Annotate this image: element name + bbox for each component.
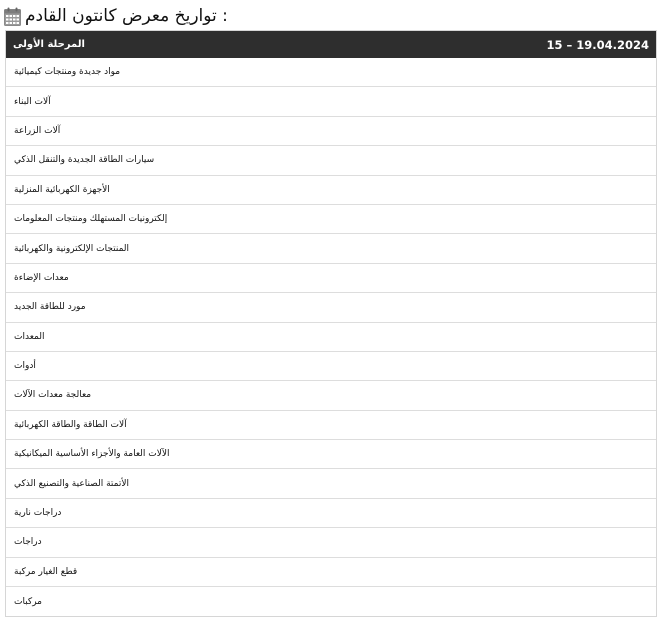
category-label: آلات البناء <box>14 96 51 107</box>
category-label: آلات الزراعة <box>14 125 61 136</box>
list-item <box>6 293 656 322</box>
category-label: معالجة معدات الآلات <box>14 390 92 401</box>
category-label: المعدات <box>14 331 45 342</box>
list-item <box>6 176 656 205</box>
category-label: إلكترونيات المستهلك ومنتجات المعلومات <box>14 214 168 225</box>
list-item <box>6 87 656 116</box>
category-label: الأتمتة الصناعية والتصنيع الذكي <box>14 478 129 489</box>
list-item <box>6 352 656 381</box>
category-label: الأجهزة الكهربائية المنزلية <box>14 184 110 195</box>
list-item <box>6 58 656 87</box>
phase-label: المرحلة الأولى <box>13 39 85 50</box>
schedule-table <box>5 30 657 617</box>
category-label: معدات الإضاءة <box>14 272 69 283</box>
category-label: آلات الطاقة والطاقة الكهربائية <box>14 419 127 430</box>
category-label: الآلات العامة والأجزاء الأساسية الميكانيكية <box>14 449 170 460</box>
category-label: دراجات نارية <box>14 508 62 519</box>
list-item <box>6 528 656 557</box>
category-label: مورد للطاقة الجديد <box>14 302 86 313</box>
list-item <box>6 117 656 146</box>
page-title: : تواريخ معرض كانتون القادم <box>25 6 228 26</box>
list-item <box>6 323 656 352</box>
category-label: أدوات <box>14 361 36 372</box>
date-range: 15 – 19.04.2024 <box>546 37 649 52</box>
category-label: قطع الغيار مركبة <box>14 566 78 577</box>
list-item <box>6 146 656 175</box>
schedule-header <box>6 31 656 58</box>
list-item <box>6 440 656 469</box>
list-item <box>6 411 656 440</box>
category-label: سيارات الطاقة الجديدة والتنقل الذكي <box>14 155 155 166</box>
list-item <box>6 499 656 528</box>
list-item <box>6 205 656 234</box>
category-list <box>6 58 656 616</box>
list-item <box>6 381 656 410</box>
list-item <box>6 587 656 616</box>
category-label: المنتجات الإلكترونية والكهربائية <box>14 243 130 254</box>
list-item <box>6 469 656 498</box>
section-title <box>4 4 228 28</box>
category-label: مركبات <box>14 596 43 607</box>
category-label: دراجات <box>14 537 42 548</box>
category-label: مواد جديدة ومنتجات كيميائية <box>14 67 121 78</box>
list-item <box>6 264 656 293</box>
list-item <box>6 558 656 587</box>
list-item <box>6 234 656 263</box>
calendar-icon <box>4 7 21 26</box>
